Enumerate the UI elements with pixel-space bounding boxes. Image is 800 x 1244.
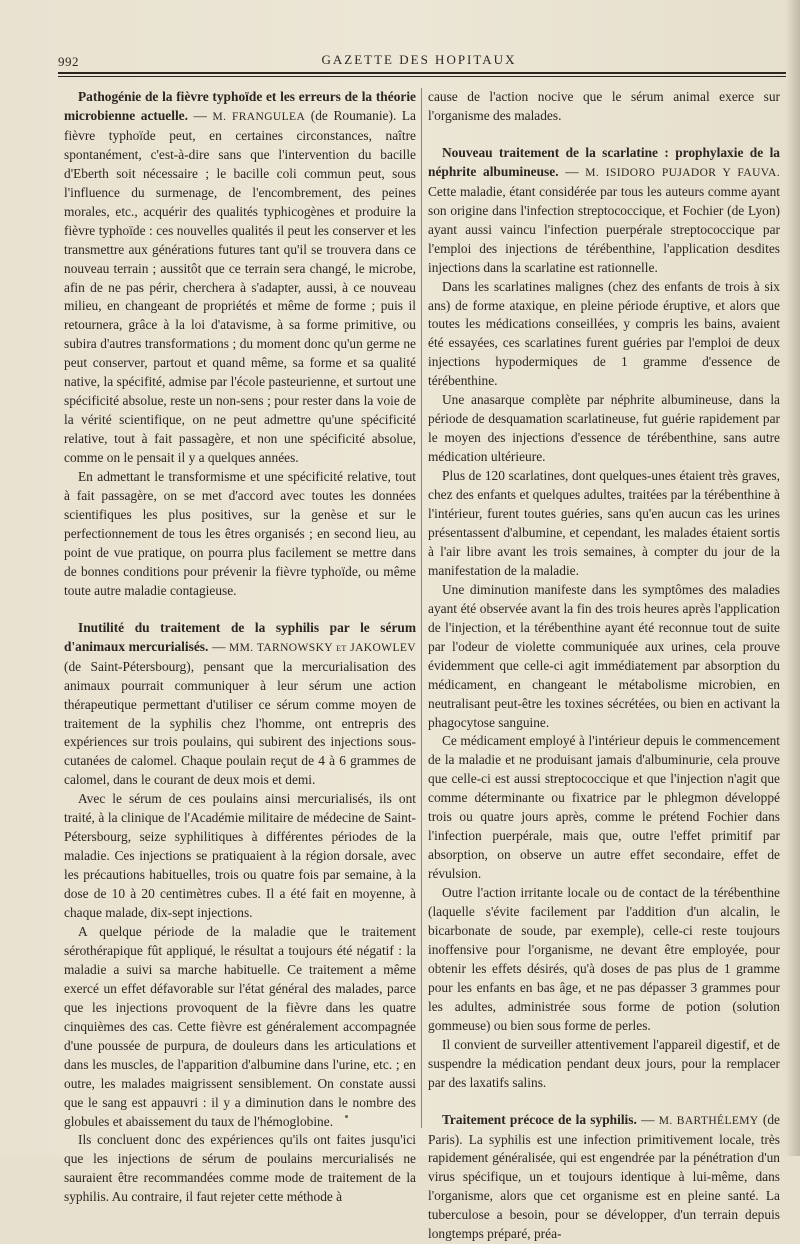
author-place: (de Roumanie). [305, 107, 397, 123]
print-mark [345, 1115, 348, 1118]
article-fievre-typhoide-intro [64, 88, 416, 468]
paragraph: En admettant le transformisme et une spécificité relative, tout à fait passagère, on se met d'accord avec toutes les données scientifiques les plus positives, sur la genèse et sur le perfectionnement de tous les êtres organisés ; en second lieu, au point de vue pratique, on pourra plus facilement se mettre dans de bonnes conditions pour prévenir la fièvre typhoïde, ou même toute autre maladie contagieuse. [64, 469, 416, 598]
paragraph-text: (de Saint-Pétersbourg), pensant que la mercurialisation des animaux pourrait communiquer à leur sérum une action thérapeutique permettant d'utiliser ce sérum comme moyen de traitement de la syphilis chez l'homme, ont entrepris des expériences sur trois poulains, qui subirent des injections sous-cutanées de calomel. Chaque poulain reçut de 4 à 6 grammes de calomel, dans le courant de deux mois et demi. [64, 658, 416, 788]
article-syphilis-serum-intro [64, 619, 416, 791]
article-scarlatine-intro [428, 144, 780, 278]
right-column [428, 88, 780, 1244]
paragraph: Outre l'action irritante locale ou de contact de la térébenthine (laquelle s'évite facilement par l'addition d'un alcalin, le bicarbonate de soude, par exemple), celle-ci reste toujours inoffensive pour l'organisme, ne devant être employée, pour obtenir les effets désirés, qu'à doses de pas plus de 1 gramme pour les enfants en bas âge, et ne pas dépasser 3 grammes pour les adultes, administrée sous forme de potion (solution gommeuse) ou bien sous forme de perles. [428, 885, 780, 1033]
article-title: Traitement précoce de la syphilis. [442, 1111, 637, 1127]
article-title: Nouveau traitement de la scarlatine : prophylaxie de la néphrite albumineuse. [428, 144, 780, 179]
dash: — [208, 638, 229, 654]
dash: — [558, 163, 586, 179]
paragraph: Il convient de surveiller attentivement l'appareil digestif, et de suspendre la médication pendant deux jours, pour la remplacer par des laxatifs salins. [428, 1036, 780, 1090]
paragraph-text: (de Paris). La syphilis est une infection primitivement locale, très rapidement généralisée, qui est engendrée par la pénétration d'un virus spécifique, un et toujours identique à lui-même, dans l'organisme, alors que cet organisme est en pleine santé. La tuberculose a besoin, pour se développer, d'un terrain depuis longtemps préparé, préa- [428, 1111, 780, 1242]
article-author: M. ISIDORO PUJADOR Y FAUVA. [585, 166, 780, 179]
paragraph-text: La fièvre typhoïde peut, en certaines circonstances, naître spontanément, c'est-à-dire sans que l'intervention du bacille d'Eberth soit nécessaire ; le bacille coli commun peut, sous l'influence du surmenage, de l'encombrement, des peines morales, etc., acquérir des qualités typhicogènes et produire la fièvre typhoïde : ces nouvelles qualités il peut les conserver et les transmettre aux générations futures tant qu'il se trouvera dans ce nouveau terrain ; aussitôt que ce terrain sera changé, le microbe, afin de ne pas périr, cherchera à s'adapter, aussi, à ce nouveau milieu, en changeant de propriétés et même de forme ; puis il retournera, grâce à la loi d'atavisme, à sa forme primitive, ou subira d'autres transformations ; du moment donc qu'un germe ne peut conserver, partout et quand même, sa forme et sa qualité native, la spécifité, admise par l'école pasteurienne, et surtout une spécificité absolue, reste un non-sens ; pour rester dans la voie de la vérité scientifique, on ne peut admettre qu'une spécificité relative, tout à fait passagère, et non une spécificité absolue, comme on le pensait il y a quelques années. [64, 107, 416, 466]
paragraph: Plus de 120 scarlatines, dont quelques-unes étaient très graves, chez des enfants et quelques adultes, traitées par la térébenthine à l'intérieur, furent toutes guéries, sans qu'en aucun cas les urines présentassent d'albumine, et cependant, les malades étaient sortis à l'air libre avant les trois semaines, à compter du jour de la manifestation de la maladie. [428, 468, 780, 578]
column-divider [421, 88, 422, 1128]
paragraph-text: Cette maladie, étant considérée par tous les auteurs comme ayant son origine dans l'infection streptococcique, et Fochier (de Lyon) ayant aussi vaincu l'infection puerpérale streptococcique par l'emploi des injections de térébenthine, l'application desdites injections dans la scarlatine est rationnelle. [428, 183, 780, 275]
section-gap [428, 1093, 780, 1111]
paragraph: Dans les scarlatines malignes (chez des enfants de trois à six ans) de forme ataxique, en pleine période éruptive, et alors que toutes les médications conseillées, y compris les bains, avaient été essayées, ces scarlatines furent guéries par l'emploi de deux injections hypodermiques de 1 gramme d'essence de térébenthine. [428, 278, 780, 389]
left-column [64, 88, 416, 1207]
page-header [58, 48, 780, 70]
article-syphilis-precoce-intro [428, 1111, 780, 1244]
article-title: Inutilité du traitement de la syphilis par le sérum d'animaux mercurialisés. [64, 619, 416, 654]
section-gap [428, 126, 780, 144]
paragraph: Une anasarque complète par néphrite albumineuse, dans la période de desquamation scarlatineuse, fut guérie rapidement par le moyen des injections d'essence de térébenthine, sans autre médication ultérieure. [428, 392, 780, 465]
paragraph: Avec le sérum de ces poulains ainsi mercurialisés, ils ont traité, à la clinique de l'Académie militaire de médecine de Saint-Pétersbourg, seize syphilitiques à différentes périodes de la maladie. Ces injections se pratiquaient à la région dorsale, avec les précautions habituelles, trois ou quatre fois par semaine, à la dose de 10 à 20 centimètres cubes. Il a été fait en moyenne, à chaque malade, dix-sept injections. [64, 791, 416, 921]
article-title: Pathogénie de la fièvre typhoïde et les erreurs de la théorie microbienne actuelle. [64, 89, 416, 123]
journal-title: GAZETTE DES HOPITAUX [321, 52, 517, 67]
dash: — [636, 1111, 659, 1127]
paragraph: Une diminution manifeste dans les symptômes des maladies ayant été observée avant la fin des trois heures après l'application de l'injection, et la térébenthine ayant été reconnue tout de suite par l'odeur de violette communiquée aux urines, cela prouve évidemment que celle-ci agit immédiatement par absorption du médicament, en changeant le métabolisme microbien, en neutralisant peut-être les toxines sécrétées, ou bien en activant la phagocytose sanguine. [428, 581, 780, 730]
paragraph: A quelque période de la maladie que le traitement sérothérapique fût appliqué, le résultat a toujours été négatif : la maladie a suivi sa marche habituelle. Ce traitement a même exercé un effet défavorable sur l'état général des malades, parce que les injections provoquent de la fièvre dans les quatre cinquièmes des cas. Cette fièvre est généralement accompagnée d'une poussée de purpura, de douleurs dans les articulations et dans les muscles, de l'apparition d'albumine dans l'urine, etc. ; en outre, les malades maigrissent sensiblement. On constate aussi que le sang est appauvri : il y a diminution dans le nombre des globules et abaissement du taux de l'hémoglobine. [64, 923, 416, 1129]
article-author: M. BARTHÉLEMY [658, 1114, 759, 1127]
article-author: MM. TARNOWSKY et JAKOWLEV [228, 641, 416, 654]
section-gap [64, 601, 416, 619]
dash: — [187, 107, 213, 123]
header-rule-thin [58, 76, 786, 77]
paragraph: Ils concluent donc des expériences qu'ils ont faites jusqu'ici que les injections de sérum de poulains mercurialisés ne sauraient être recommandées comme mode de traitement de la syphilis. Au contraire, il faut rejeter cette méthode à [64, 1132, 416, 1205]
page-number: 992 [58, 54, 79, 69]
header-rule-thick [58, 72, 786, 74]
paragraph: Ce médicament employé à l'intérieur depuis le commencement de la maladie et ne produisant jamais d'albuminurie, cela prouve que celle-ci est aussi streptococcique et que l'injection n'agit que comme déterminante ou fixatrice par le phlegmon développé trois ou quatre jours après, comme le prétend Fochier dans l'infection puerpérale, mais que, outre l'effet primitif par absorption, on observe un autre effet secondaire, effet de révulsion. [428, 733, 780, 882]
paragraph: cause de l'action nocive que le sérum animal exerce sur l'organisme des malades. [428, 89, 780, 123]
page-edge-shadow [786, 0, 800, 1156]
article-author: M. FRANGULEA [212, 110, 306, 123]
